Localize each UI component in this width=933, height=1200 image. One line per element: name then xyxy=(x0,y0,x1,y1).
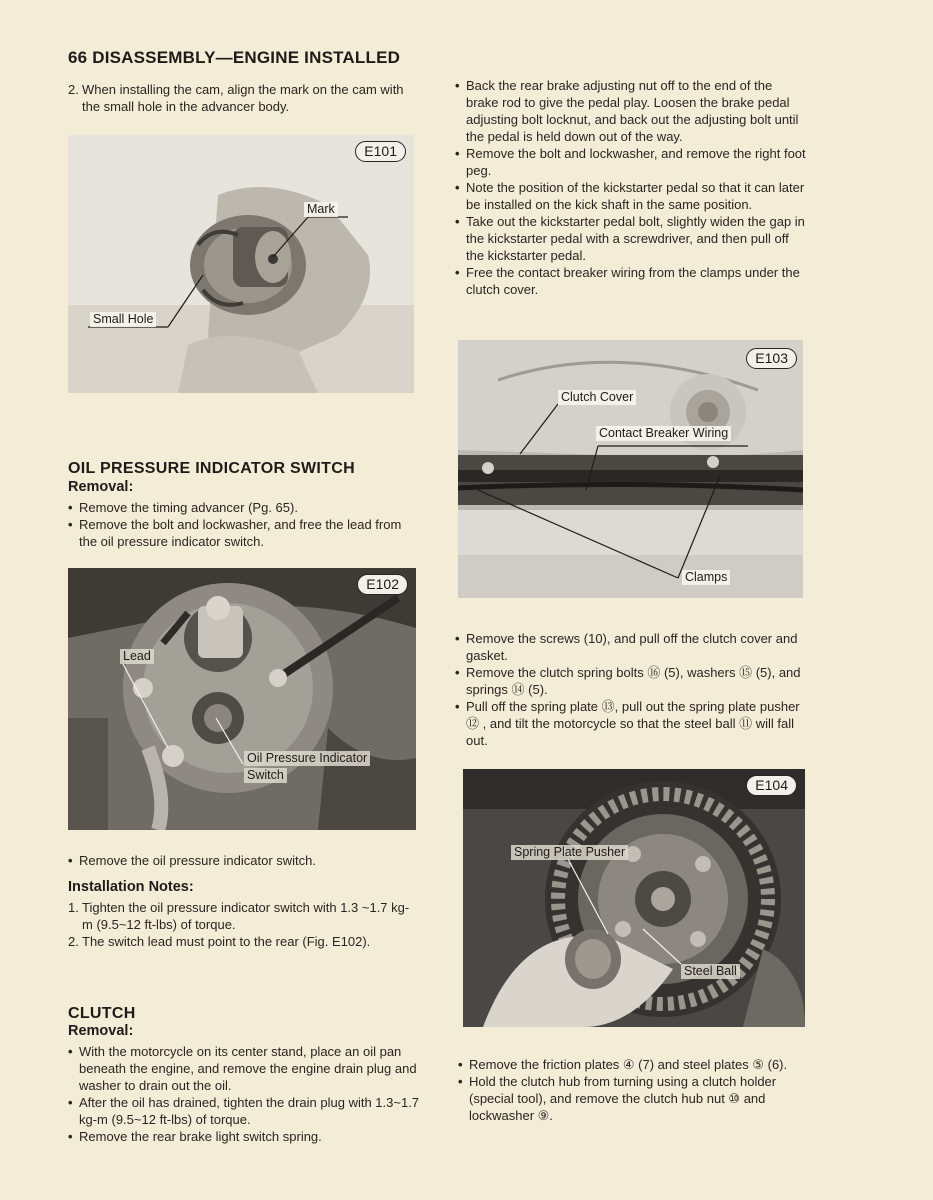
callout-mark: Mark xyxy=(304,202,338,217)
oil-pressure-section xyxy=(68,460,420,550)
bullet-item: • With the motorcycle on its center stand, place an oil pan beneath the engine, and remove the engine drain plug and washer to drain out the oil. xyxy=(68,1043,420,1094)
right-bottom-steps xyxy=(458,1056,810,1124)
callout-spring-plate-pusher: Spring Plate Pusher xyxy=(511,845,628,860)
bullet-item: • After the oil has drained, tighten the drain plug with 1.3~1.7 kg-m (9.5~12 ft-lbs) of torque. xyxy=(68,1094,420,1128)
figure-label-e101: E101 xyxy=(355,141,406,162)
callout-lines-e104 xyxy=(463,769,805,1027)
step-number: 1. xyxy=(68,900,79,915)
callout-lines-e102 xyxy=(68,568,416,830)
bullet-item: • Remove the oil pressure indicator switch. xyxy=(68,852,420,869)
bullet-item: • Hold the clutch hub from turning using a clutch holder (special tool), and remove the clutch hub nut ⑩ and lockwasher ⑨. xyxy=(458,1073,810,1124)
bullet-item: • Remove the bolt and lockwasher, and free the lead from the oil pressure indicator switch. xyxy=(68,516,420,550)
bullet-item: • Back the rear brake adjusting nut off to the end of the brake rod to give the pedal play. Loosen the brake pedal adjusting bolt locknut, and back out the adjusting bolt until the pedal is held down out of the way. xyxy=(455,77,807,145)
installation-notes xyxy=(68,879,420,950)
step-2 xyxy=(68,81,420,115)
figure-e103 xyxy=(458,340,803,598)
right-mid-steps xyxy=(455,630,810,749)
figure-label-e104: E104 xyxy=(746,775,797,796)
bullet-item: • Remove the timing advancer (Pg. 65). xyxy=(68,499,420,516)
step-text: When installing the cam, align the mark on the cam with the small hole in the advancer body. xyxy=(82,82,404,114)
callout-lines-e103 xyxy=(458,340,803,598)
oil-switch-removal-step xyxy=(68,852,420,869)
right-top-steps xyxy=(455,77,807,298)
callout-switch-line1: Oil Pressure Indicator xyxy=(244,751,370,766)
callout-steel-ball: Steel Ball xyxy=(681,964,740,979)
callout-lead: Lead xyxy=(120,649,154,664)
callout-contact-breaker-wiring: Contact Breaker Wiring xyxy=(596,426,731,441)
subsection-title: Installation Notes: xyxy=(68,879,194,895)
step-text: Tighten the oil pressure indicator switch with 1.3 ~1.7 kg-m (9.5~12 ft-lbs) of torque. xyxy=(82,900,410,932)
bullet-item: • Pull off the spring plate ⑬, pull out the spring plate pusher ⑫ , and tilt the motorcycle so that the steel ball ⑪ will fall out. xyxy=(455,698,810,749)
subsection-title: Removal: xyxy=(68,479,134,495)
figure-label-e103: E103 xyxy=(746,348,797,369)
step-number: 2. xyxy=(68,934,79,949)
section-title: OIL PRESSURE INDICATOR SWITCH xyxy=(68,460,355,477)
figure-e101 xyxy=(68,135,414,393)
figure-e104 xyxy=(463,769,805,1027)
callout-switch-line2: Switch xyxy=(244,768,287,783)
bullet-item: • Free the contact breaker wiring from the clamps under the clutch cover. xyxy=(455,264,807,298)
section-title: CLUTCH xyxy=(68,1005,136,1022)
bullet-item: • Remove the screws (10), and pull off the clutch cover and gasket. xyxy=(455,630,810,664)
bullet-item: • Take out the kickstarter pedal bolt, slightly widen the gap in the kickstarter pedal with a screwdriver, and then pull off the kickstarter pedal. xyxy=(455,213,807,264)
callout-lines-e101 xyxy=(68,135,414,393)
callout-clamps: Clamps xyxy=(682,570,730,585)
callout-small-hole: Small Hole xyxy=(90,312,156,327)
callout-clutch-cover: Clutch Cover xyxy=(558,390,636,405)
figure-label-e102: E102 xyxy=(357,574,408,595)
step-number: 2. xyxy=(68,82,79,97)
figure-e102 xyxy=(68,568,416,830)
page-header: 66 DISASSEMBLY—ENGINE INSTALLED xyxy=(68,48,401,67)
bullet-item: • Note the position of the kickstarter pedal so that it can later be installed on the kick shaft in the same position. xyxy=(455,179,807,213)
clutch-section xyxy=(68,1005,420,1145)
step-text: The switch lead must point to the rear (Fig. E102). xyxy=(82,934,371,949)
bullet-item: • Remove the rear brake light switch spring. xyxy=(68,1128,420,1145)
bullet-item: • Remove the clutch spring bolts ⑯ (5), washers ⑮ (5), and springs ⑭ (5). xyxy=(455,664,810,698)
bullet-item: • Remove the bolt and lockwasher, and remove the right foot peg. xyxy=(455,145,807,179)
subsection-title: Removal: xyxy=(68,1023,134,1039)
bullet-item: • Remove the friction plates ④ (7) and steel plates ⑤ (6). xyxy=(458,1056,810,1073)
